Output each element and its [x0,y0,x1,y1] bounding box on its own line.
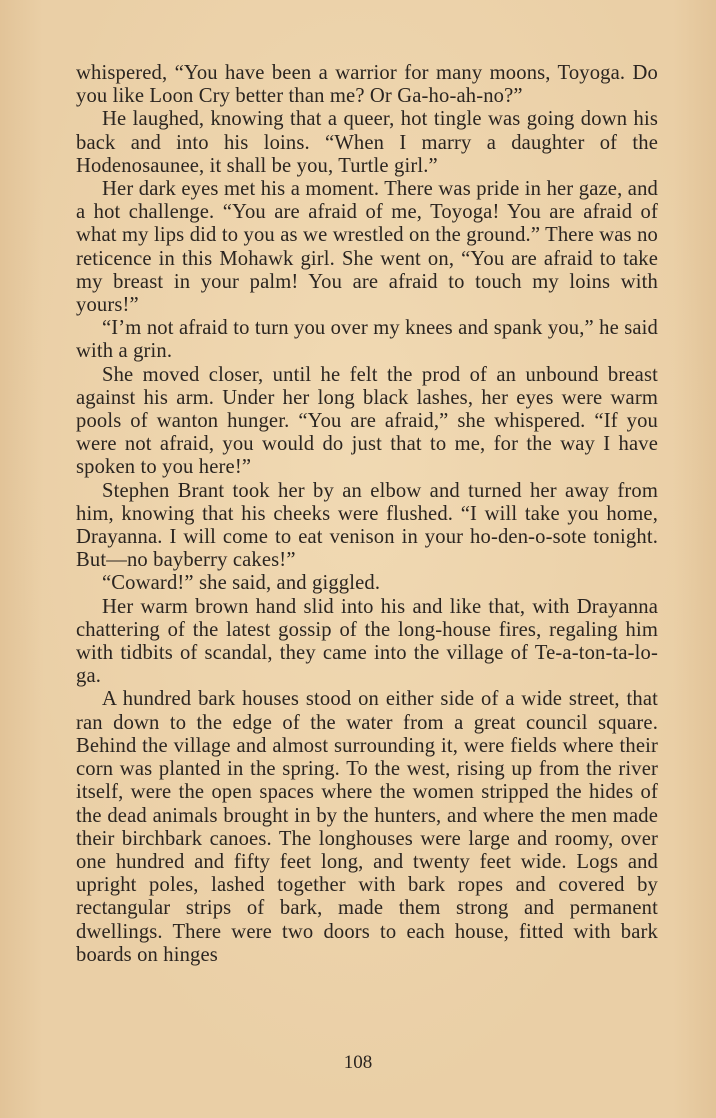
paragraph-5: She moved closer, until he felt the prod of an unbound breast against his arm. Under her long black lashes, her eyes were warm pools of wanton hunger. “You are afraid,” she whispered. “If you were not afraid, you would do just that to me, for the way I have spoken to you here!” [76,363,658,479]
paragraph-9: A hundred bark houses stood on either side of a wide street, that ran down to the edge of the water from a great council square. Behind the village and almost surrounding it, were fields where their corn was planted in the spring. To the west, rising up from the river itself, were the open spaces where the women stripped the hides of the dead animals brought in by the hunters, and where the men made their birchbark canoes. The longhouses were large and roomy, over one hundred and fifty feet long, and twenty feet wide. Logs and upright poles, lashed together with bark ropes and covered by rectangular strips of bark, made them strong and permanent dwellings. There were two doors to each house, fitted with bark boards on hinges [76,688,658,966]
paragraph-6: Stephen Brant took her by an elbow and turned her away from him, knowing that his cheeks were flushed. “I will take you home, Drayanna. I will come to eat venison in your ho-den-o-sote tonight. But—no bayberry cakes!” [76,479,658,572]
paragraph-3: Her dark eyes met his a moment. There was pride in her gaze, and a hot challenge. “You are afraid of me, Toyoga! You are afraid of what my lips did to you as we wrestled on the ground.” There was no reticence in this Mohawk girl. She went on, “You are afraid to take my breast in your palm! You are afraid to touch my loins with yours!” [76,178,658,317]
paragraph-2: He laughed, knowing that a queer, hot tingle was going down his back and into his loins. “When I marry a daughter of the Hodenosaunee, it shall be you, Turtle girl.” [76,108,658,177]
paragraph-7: “Coward!” she said, and giggled. [102,572,381,595]
page-body-text [76,62,658,967]
paragraph-8: Her warm brown hand slid into his and like that, with Drayanna chattering of the latest gossip of the long-house fires, regaling him with tidbits of scandal, they came into the village of Te-a-ton-ta-lo-ga. [76,595,658,688]
paragraph-4: “I’m not afraid to turn you over my knees and spank you,” he said with a grin. [76,317,658,363]
paragraph-1: whispered, “You have been a warrior for many moons, Toyoga. Do you like Loon Cry better than me? Or Ga-ho-ah-no?” [76,62,658,108]
page-number: 108 [343,1052,373,1073]
